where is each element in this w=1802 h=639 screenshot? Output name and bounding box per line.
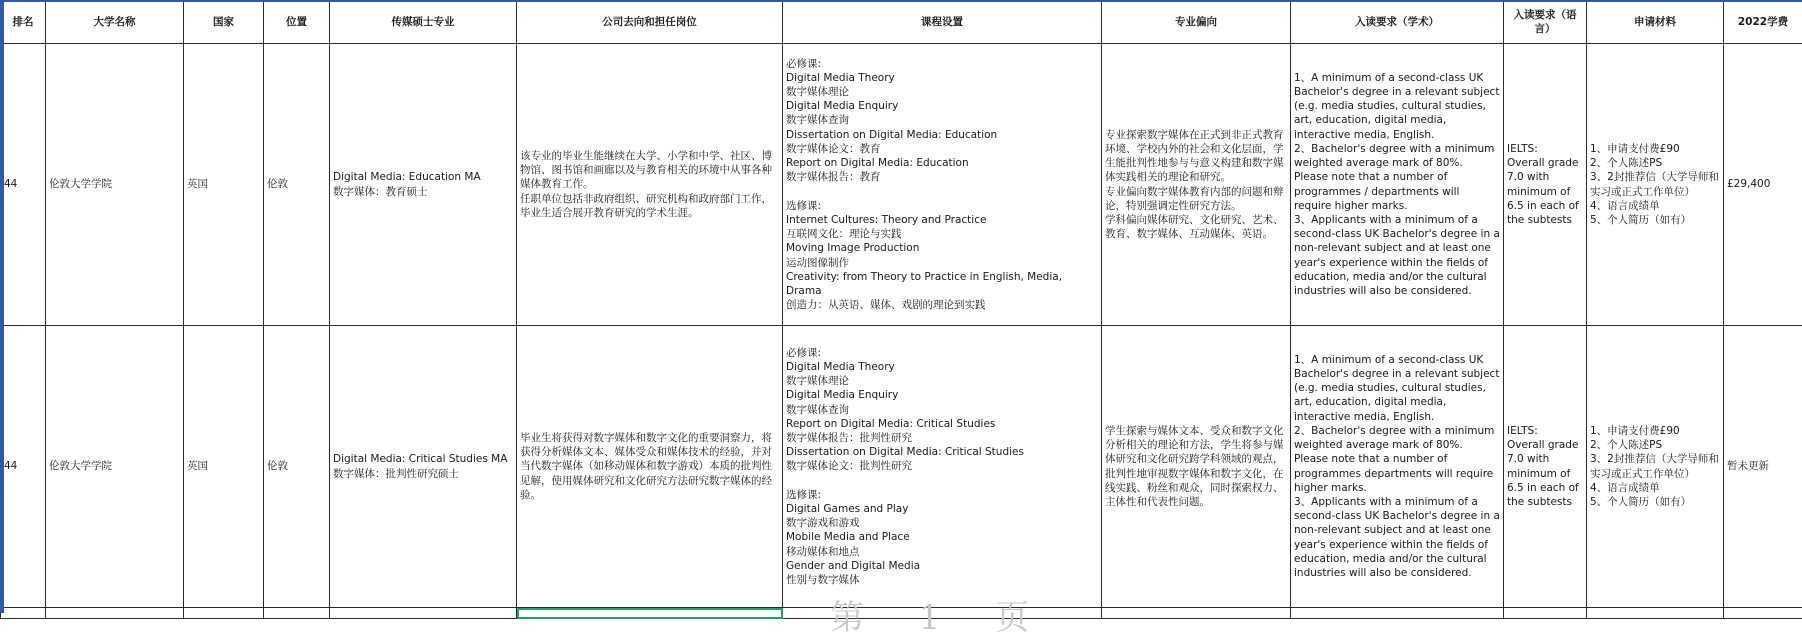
header-cell-courses[interactable]: 课程设置 — [783, 1, 1102, 44]
header-cell-program[interactable]: 传媒硕士专业 — [330, 1, 517, 44]
cell-tuition[interactable]: 暂未更新 — [1724, 326, 1802, 608]
cell-location[interactable]: 伦敦 — [264, 44, 330, 326]
cell-career[interactable]: 该专业的毕业生能继续在大学、小学和中学、社区、博物馆、图书馆和画廊以及与教育相关的环境中从事各种媒体教育工作。 任职单位包括非政府组织、研究机构和政府部门工作，毕业生适合展开教育研究的学术生涯。 — [517, 44, 783, 326]
cell-language-requirements[interactable]: IELTS: Overall grade 7.0 with minimum of 6.5 in each of the subtests — [1504, 326, 1587, 608]
cell-career[interactable]: 毕业生将获得对数字媒体和数字文化的重要洞察力，将获得分析媒体文本、媒体受众和媒体技术的经验，并对当代数字媒体（如移动媒体和数字游戏）本质的批判性见解，使用媒体研究和文化研究方法研究数字媒体的经验。 — [517, 326, 783, 608]
cell-empty[interactable] — [1102, 608, 1291, 619]
cell-focus[interactable]: 专业探索数字媒体在正式到非正式教育环境、学校内外的社会和文化层面，学生能批判性地参与与意义构建和数字媒体实践相关的理论和研究。 专业偏向数字媒体教育内部的问题和辩论，特别强调定性研究方法。 学科偏向媒体研究、文化研究、艺术、教育、数字媒体、互动媒体、英语。 — [1102, 44, 1291, 326]
cell-materials[interactable]: 1、申请支付费£90 2、个人陈述PS 3、2封推荐信（大学导师和实习或正式工作单位） 4、语言成绩单 5、个人简历（如有） — [1587, 44, 1724, 326]
header-row — [1, 1, 1802, 44]
cell-materials[interactable]: 1、申请支付费£90 2、个人陈述PS 3、2封推荐信（大学导师和实习或正式工作单位） 4、语言成绩单 5、个人简历（如有） — [1587, 326, 1724, 608]
header-cell-career[interactable]: 公司去向和担任岗位 — [517, 1, 783, 44]
cell-country[interactable]: 英国 — [184, 326, 264, 608]
header-cell-rank[interactable]: 排名 — [1, 1, 46, 44]
sheet-top-border — [0, 0, 1802, 2]
header-cell-language-requirements[interactable]: 入读要求（语言） — [1504, 1, 1587, 44]
header-cell-focus[interactable]: 专业偏向 — [1102, 1, 1291, 44]
header-cell-materials[interactable]: 申请材料 — [1587, 1, 1724, 44]
cell-empty[interactable] — [330, 608, 517, 619]
header-cell-university[interactable]: 大学名称 — [46, 1, 184, 44]
selected-cell[interactable] — [517, 608, 783, 619]
sheet-left-border — [0, 0, 4, 613]
cell-empty[interactable] — [1587, 608, 1724, 619]
cell-empty[interactable] — [1291, 608, 1504, 619]
cell-empty[interactable] — [1724, 608, 1802, 619]
cell-academic-requirements[interactable]: 1、A minimum of a second-class UK Bachelor's degree in a relevant subject (e.g. media studies, cultural studies, art, education, digital media, interactive media, English. 2、Bachelor's degree with a minimum weighted average mark of 80%. Please note that a number of programmes / departments will require higher marks. 3、Applicants with a minimum of a second-class UK Bachelor's degree in a non-relevant subject and at least one year's experience within the fields of education, media and/or the cultural industries will also be considered. — [1291, 44, 1504, 326]
cell-empty[interactable] — [264, 608, 330, 619]
cell-program[interactable]: Digital Media: Critical Studies MA 数字媒体：批判性研究硕士 — [330, 326, 517, 608]
header-cell-academic-requirements[interactable]: 入读要求（学术） — [1291, 1, 1504, 44]
cell-courses[interactable]: 必修课: Digital Media Theory 数字媒体理论 Digital Media Enquiry 数字媒体查询 Dissertation on Digital Media: Education 数字媒体论文：教育 Report on Digital Media: Education 数字媒体报告：教育 选修课: Internet Cultures: Theory and Practice 互联网文化：理论与实践 Moving Image Production 运动图像制作 Creativity: from Theory to Practice in English, Media, Drama 创造力：从英语、媒体、戏剧的理论到实践 — [783, 44, 1102, 326]
header-cell-tuition[interactable]: 2022学费 — [1724, 1, 1802, 44]
cell-focus[interactable]: 学生探索与媒体文本、受众和数字文化分析相关的理论和方法，学生将参与媒体研究和文化研究跨学科领域的观点，批判性地审视数字媒体和数字文化，在线实践、粉丝和观众，同时探索权力、主体性和代表性问题。 — [1102, 326, 1291, 608]
cell-rank[interactable]: 44 — [1, 44, 46, 326]
cell-academic-requirements[interactable]: 1、A minimum of a second-class UK Bachelor's degree in a relevant subject (e.g. media studies, cultural studies, art, education, digital media, interactive media, English. 2、Bachelor's degree with a minimum weighted average mark of 80%. Please note that a number of programmes departments will require higher marks. 3、Applicants with a minimum of a second-class UK Bachelor's degree in a non-relevant subject and at least one year's experience within the fields of education, media and/or the cultural industries will also be considered. — [1291, 326, 1504, 608]
header-cell-location[interactable]: 位置 — [264, 1, 330, 44]
cell-language-requirements[interactable]: IELTS: Overall grade 7.0 with minimum of 6.5 in each of the subtests — [1504, 44, 1587, 326]
cell-rank[interactable]: 44 — [1, 326, 46, 608]
cell-empty[interactable] — [1504, 608, 1587, 619]
header-cell-country[interactable]: 国家 — [184, 1, 264, 44]
cell-courses[interactable]: 必修课: Digital Media Theory 数字媒体理论 Digital Media Enquiry 数字媒体查询 Report on Digital Media: Critical Studies 数字媒体报告：批判性研究 Dissertation on Digital Media: Critical Studies 数字媒体论文：批判性研究 选修课: Digital Games and Play 数字游戏和游戏 Mobile Media and Place 移动媒体和地点 Gender and Digital Media 性别与数字媒体 — [783, 326, 1102, 608]
cell-tuition[interactable]: £29,400 — [1724, 44, 1802, 326]
cell-country[interactable]: 英国 — [184, 44, 264, 326]
cell-program[interactable]: Digital Media: Education MA 数字媒体：教育硕士 — [330, 44, 517, 326]
cell-university[interactable]: 伦敦大学学院 — [46, 44, 184, 326]
cell-empty[interactable] — [46, 608, 184, 619]
page-watermark: 第 1 页 — [830, 590, 1051, 639]
cell-location[interactable]: 伦敦 — [264, 326, 330, 608]
cell-university[interactable]: 伦敦大学学院 — [46, 326, 184, 608]
table-row — [1, 44, 1802, 326]
cell-empty[interactable] — [1, 608, 46, 619]
cell-empty[interactable] — [184, 608, 264, 619]
table-row — [1, 326, 1802, 608]
